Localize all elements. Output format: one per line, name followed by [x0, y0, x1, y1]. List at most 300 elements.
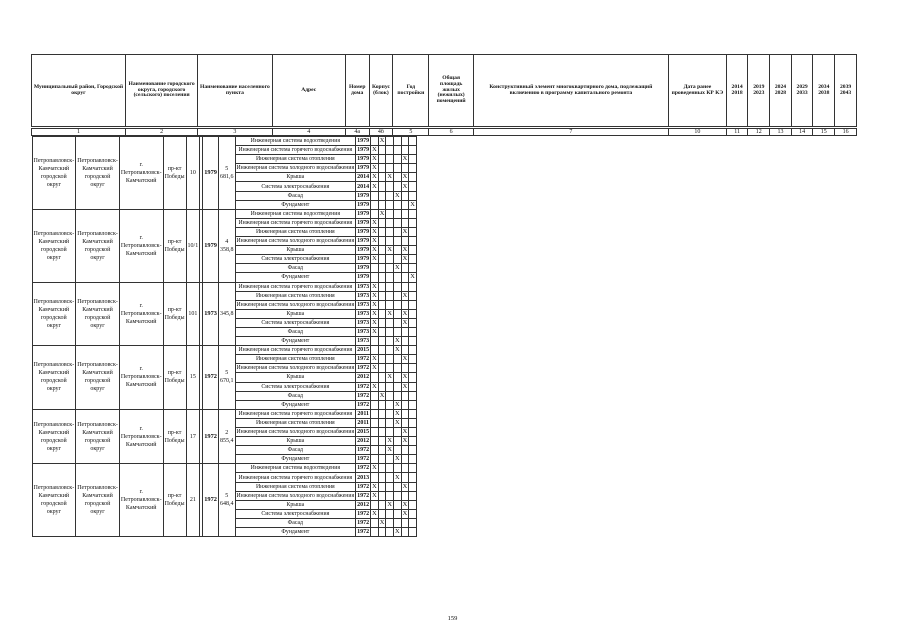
- period-mark-cell: X: [372, 227, 377, 235]
- period-mark-cell: [401, 264, 409, 273]
- period-mark-cell: [409, 409, 417, 418]
- period-mark-cell: [386, 227, 394, 236]
- period-mark-cell: [378, 273, 386, 282]
- column-number: 14: [791, 129, 813, 136]
- district-cell: Петропавловск-Камчатский городской округ: [32, 409, 76, 464]
- header-cell: Муниципальный район, Городской округ: [32, 55, 126, 127]
- period-mark-cell: [378, 264, 386, 273]
- period-mark-cell: [401, 200, 409, 209]
- period-mark-cell: X: [387, 446, 393, 454]
- period-mark-cell: [386, 237, 394, 246]
- period-mark-cell: [409, 482, 417, 491]
- period-mark-cell: [371, 346, 379, 355]
- area-cell: 5 648,4: [219, 464, 236, 537]
- period-mark-cell: [409, 218, 417, 227]
- period-mark-cell: [409, 146, 417, 155]
- period-mark-cell: [378, 327, 386, 336]
- period-mark-cell: [394, 518, 402, 527]
- prior-repair-year-cell: 1972: [357, 519, 370, 526]
- okrug-cell: Петропавловск-Камчатский городской округ: [76, 137, 120, 210]
- period-mark-cell: [409, 437, 417, 446]
- element-cell: Крыша: [235, 173, 356, 182]
- period-mark-cell: [409, 227, 417, 236]
- period-mark-cell: [378, 355, 386, 364]
- period-mark-cell: [401, 391, 409, 400]
- header-cell: Год постройки: [393, 55, 429, 127]
- period-mark-cell: X: [402, 500, 408, 508]
- period-mark-cell: [386, 137, 394, 146]
- period-mark-cell: [378, 491, 386, 500]
- period-mark-cell: [409, 355, 417, 364]
- period-mark-cell: X: [387, 246, 393, 254]
- settlement-cell: г. Петропавловск-Камчатский: [119, 209, 163, 282]
- period-mark-cell: [371, 473, 379, 482]
- period-mark-cell: [386, 455, 394, 464]
- period-mark-cell: [371, 518, 379, 527]
- period-mark-cell: [409, 137, 417, 146]
- element-cell: Инженерная система холодного водоснабжения: [236, 429, 355, 436]
- period-mark-cell: X: [395, 473, 400, 481]
- prior-repair-year-cell: 1979: [357, 165, 370, 172]
- period-mark-cell: X: [402, 318, 408, 326]
- period-mark-cell: [409, 164, 417, 173]
- period-mark-cell: [401, 418, 409, 427]
- period-mark-cell: [378, 237, 386, 246]
- build-year-cell: 1972: [203, 464, 219, 537]
- table-row: [32, 346, 416, 355]
- prior-repair-year-cell: 1979: [357, 256, 370, 263]
- element-cell: Инженерная система отопления: [235, 482, 356, 491]
- period-mark-cell: X: [372, 146, 377, 154]
- street-cell: пр-кт Победы: [163, 409, 186, 464]
- table-row: [32, 137, 416, 146]
- area-cell: 345,8: [219, 282, 236, 346]
- period-mark-cell: [394, 227, 402, 236]
- prior-repair-year-cell: 2012: [357, 438, 370, 445]
- period-mark-cell: [409, 346, 417, 355]
- period-mark-cell: [401, 237, 409, 246]
- table-row: [32, 282, 416, 291]
- period-mark-cell: [378, 182, 386, 191]
- period-mark-cell: [394, 500, 402, 509]
- period-mark-cell: [394, 318, 402, 327]
- period-mark-cell: [386, 264, 394, 273]
- period-mark-cell: [378, 300, 386, 309]
- period-mark-cell: [378, 318, 386, 327]
- period-mark-cell: [409, 509, 417, 518]
- prior-repair-year-cell: 2011: [357, 410, 369, 417]
- prior-repair-year-cell: 2014: [357, 183, 370, 190]
- element-cell: Инженерная система холодного водоснабжения: [236, 365, 355, 372]
- period-mark-cell: [378, 446, 386, 455]
- period-mark-cell: [386, 291, 394, 300]
- period-mark-cell: [378, 437, 386, 446]
- period-mark-cell: X: [402, 309, 408, 317]
- period-mark-cell: [409, 191, 417, 200]
- period-mark-cell: [409, 327, 417, 336]
- prior-repair-year-cell: 1972: [357, 447, 370, 454]
- header-cell: Адрес: [272, 55, 345, 127]
- period-mark-cell: [394, 291, 402, 300]
- column-number: 12: [748, 129, 770, 136]
- period-mark-cell: X: [372, 164, 377, 172]
- period-mark-cell: X: [395, 337, 400, 345]
- prior-repair-year-cell: 2014: [357, 174, 370, 181]
- period-mark-cell: X: [402, 155, 408, 163]
- period-mark-cell: [378, 337, 386, 346]
- prior-repair-year-cell: 1979: [357, 138, 370, 145]
- element-cell: Крыша: [235, 309, 356, 318]
- period-mark-cell: [378, 282, 386, 291]
- page-number: 159: [447, 615, 458, 622]
- period-mark-cell: [401, 209, 409, 218]
- prior-repair-year-cell: 1979: [357, 210, 370, 217]
- element-cell: Инженерная система горячего водоснабжения: [235, 146, 356, 155]
- period-mark-cell: [401, 191, 409, 200]
- capital-repair-table: [31, 54, 857, 537]
- area-cell: 4 358,8: [219, 209, 236, 282]
- period-mark-cell: [394, 173, 402, 182]
- element-cell: Фасад: [235, 518, 356, 527]
- column-number: 4а: [345, 129, 369, 136]
- column-number: 10: [668, 129, 726, 136]
- prior-repair-year-cell: 1979: [357, 219, 370, 226]
- column-number: 3: [198, 129, 272, 136]
- period-mark-cell: [378, 218, 386, 227]
- build-year-cell: 1973: [203, 282, 219, 346]
- period-mark-cell: X: [402, 227, 408, 235]
- prior-repair-year-cell: 1972: [357, 356, 370, 363]
- element-cell: Фасад: [235, 391, 356, 400]
- period-mark-cell: [386, 509, 394, 518]
- okrug-cell: Петропавловск-Камчатский городской округ: [76, 282, 120, 346]
- period-mark-cell: X: [402, 255, 408, 263]
- period-mark-cell: [394, 391, 402, 400]
- column-number: 1: [32, 129, 126, 136]
- okrug-cell: Петропавловск-Камчатский городской округ: [76, 409, 120, 464]
- prior-repair-year-cell: 2013: [357, 474, 370, 481]
- period-mark-cell: X: [387, 173, 393, 181]
- period-mark-cell: [378, 428, 386, 437]
- element-cell: Крыша: [235, 373, 356, 382]
- build-year-cell: 1972: [203, 409, 219, 464]
- house-number-cell: 21: [186, 464, 200, 537]
- element-cell: Система электроснабжения: [235, 255, 356, 264]
- building-block: [32, 137, 416, 210]
- period-mark-cell: [401, 282, 409, 291]
- period-mark-cell: X: [387, 373, 393, 381]
- period-mark-cell: [394, 255, 402, 264]
- area-cell: 5 670,1: [219, 346, 236, 410]
- period-mark-cell: [401, 137, 409, 146]
- period-mark-cell: X: [402, 482, 408, 490]
- period-mark-cell: [386, 464, 394, 473]
- settlement-cell: г. Петропавловск-Камчатский: [119, 137, 163, 210]
- element-cell: Инженерная система холодного водоснабжения: [236, 165, 355, 172]
- house-number-cell: 17: [186, 409, 200, 464]
- period-mark-cell: [386, 218, 394, 227]
- period-mark-cell: [409, 282, 417, 291]
- header-cell: 2029 2033: [791, 55, 813, 127]
- element-cell: Система электроснабжения: [235, 382, 356, 391]
- district-cell: Петропавловск-Камчатский городской округ: [32, 209, 76, 282]
- prior-repair-year-cell: 1972: [357, 483, 370, 490]
- settlement-cell: г. Петропавловск-Камчатский: [119, 282, 163, 346]
- column-number: 5: [393, 129, 429, 136]
- house-number-cell: 10: [186, 137, 200, 210]
- prior-repair-year-cell: 1979: [357, 192, 370, 199]
- period-mark-cell: X: [387, 500, 393, 508]
- prior-repair-year-cell: 1972: [357, 383, 370, 390]
- period-mark-cell: [378, 309, 386, 318]
- period-mark-cell: [394, 300, 402, 309]
- period-mark-cell: X: [372, 182, 377, 190]
- period-mark-cell: [409, 173, 417, 182]
- column-number: 11: [726, 129, 748, 136]
- element-cell: Фасад: [235, 191, 356, 200]
- settlement-cell: г. Петропавловск-Камчатский: [119, 346, 163, 410]
- period-mark-cell: X: [402, 428, 408, 436]
- period-mark-cell: [386, 364, 394, 373]
- period-mark-cell: [386, 391, 394, 400]
- period-mark-cell: [378, 482, 386, 491]
- period-mark-cell: [394, 373, 402, 382]
- period-mark-cell: [394, 364, 402, 373]
- prior-repair-year-cell: 1973: [357, 329, 370, 336]
- period-mark-cell: X: [372, 291, 377, 299]
- prior-repair-year-cell: 1972: [357, 456, 370, 463]
- element-cell: Инженерная система холодного водоснабжения: [236, 301, 355, 308]
- period-mark-cell: [409, 473, 417, 482]
- period-mark-cell: X: [402, 355, 408, 363]
- street-cell: пр-кт Победы: [163, 137, 186, 210]
- period-mark-cell: [386, 428, 394, 437]
- period-mark-cell: [409, 246, 417, 255]
- period-mark-cell: [386, 318, 394, 327]
- prior-repair-year-cell: 1973: [357, 283, 370, 290]
- period-mark-cell: [409, 518, 417, 527]
- period-mark-cell: X: [379, 137, 385, 145]
- element-cell: Инженерная система отопления: [235, 155, 356, 164]
- prior-repair-year-cell: 1973: [357, 310, 370, 317]
- element-cell: Инженерная система водоотведения: [235, 464, 356, 473]
- program-table-sheet: [31, 54, 857, 537]
- element-cell: Крыша: [235, 437, 356, 446]
- period-mark-cell: [394, 309, 402, 318]
- period-mark-cell: [371, 137, 379, 146]
- period-mark-cell: X: [372, 382, 377, 390]
- period-mark-cell: [386, 491, 394, 500]
- period-mark-cell: [386, 418, 394, 427]
- table-header: [32, 55, 857, 127]
- period-mark-cell: [409, 264, 417, 273]
- prior-repair-year-cell: 1979: [357, 265, 370, 272]
- header-cell: Общая площадь жилых (нежилых) помещений: [429, 55, 473, 127]
- period-mark-cell: [371, 500, 379, 509]
- period-mark-cell: [394, 209, 402, 218]
- element-cell: Инженерная система холодного водоснабжения: [236, 492, 355, 499]
- period-mark-cell: [378, 418, 386, 427]
- period-mark-cell: X: [372, 482, 377, 490]
- header-cell: Дата ранее проведенных КР КЭ: [668, 55, 726, 127]
- period-mark-cell: X: [372, 282, 377, 290]
- period-mark-cell: [409, 528, 417, 537]
- prior-repair-year-cell: 1973: [357, 338, 370, 345]
- prior-repair-year-cell: 1972: [357, 401, 370, 408]
- column-number: 15: [813, 129, 835, 136]
- period-mark-cell: [401, 346, 409, 355]
- period-mark-cell: [394, 273, 402, 282]
- period-mark-cell: [409, 318, 417, 327]
- period-mark-cell: [386, 182, 394, 191]
- period-mark-cell: [409, 237, 417, 246]
- period-mark-cell: X: [395, 400, 400, 408]
- header-cell: Наименование городского округа, городского (сельского) поселения: [125, 55, 197, 127]
- period-mark-cell: [409, 455, 417, 464]
- period-mark-cell: [386, 155, 394, 164]
- period-mark-cell: [371, 373, 379, 382]
- period-mark-cell: [409, 255, 417, 264]
- period-mark-cell: [394, 437, 402, 446]
- period-mark-cell: X: [402, 437, 408, 445]
- prior-repair-year-cell: 2015: [357, 347, 370, 354]
- period-mark-cell: [394, 146, 402, 155]
- element-cell: Инженерная система горячего водоснабжения: [235, 282, 356, 291]
- header-cell: Наименование населенного пункта: [198, 55, 272, 127]
- period-mark-cell: [386, 355, 394, 364]
- period-mark-cell: [409, 337, 417, 346]
- prior-repair-year-cell: 2015: [357, 429, 370, 436]
- period-mark-cell: [378, 191, 386, 200]
- element-cell: Инженерная система отопления: [235, 291, 356, 300]
- period-mark-cell: X: [372, 237, 377, 245]
- period-mark-cell: [386, 146, 394, 155]
- prior-repair-year-cell: 1972: [357, 365, 370, 372]
- period-mark-cell: [386, 528, 394, 537]
- period-mark-cell: [378, 373, 386, 382]
- period-mark-cell: [378, 509, 386, 518]
- period-mark-cell: [386, 482, 394, 491]
- period-mark-cell: [371, 273, 379, 282]
- column-number: 6: [429, 129, 473, 136]
- element-cell: Фасад: [235, 264, 356, 273]
- period-mark-cell: [409, 500, 417, 509]
- period-mark-cell: [401, 464, 409, 473]
- period-mark-cell: X: [402, 373, 408, 381]
- period-mark-cell: X: [372, 300, 377, 308]
- period-mark-cell: [371, 264, 379, 273]
- element-cell: Фундамент: [235, 400, 356, 409]
- period-mark-cell: [371, 455, 379, 464]
- period-mark-cell: [386, 346, 394, 355]
- column-number: 2: [125, 129, 197, 136]
- period-mark-cell: [409, 446, 417, 455]
- period-mark-cell: X: [372, 318, 377, 326]
- okrug-cell: Петропавловск-Камчатский городской округ: [76, 209, 120, 282]
- period-mark-cell: [409, 391, 417, 400]
- period-mark-cell: [378, 528, 386, 537]
- period-mark-cell: [394, 218, 402, 227]
- period-mark-cell: X: [402, 382, 408, 390]
- period-mark-cell: [394, 182, 402, 191]
- period-mark-cell: [394, 509, 402, 518]
- prior-repair-year-cell: 1972: [357, 465, 370, 472]
- street-cell: пр-кт Победы: [163, 209, 186, 282]
- building-block: [32, 282, 416, 346]
- period-mark-cell: [371, 391, 379, 400]
- prior-repair-year-cell: 1979: [357, 156, 370, 163]
- period-mark-cell: [394, 246, 402, 255]
- period-mark-cell: [386, 400, 394, 409]
- period-mark-cell: [378, 464, 386, 473]
- period-mark-cell: [371, 337, 379, 346]
- period-mark-cell: [409, 373, 417, 382]
- building-block: [32, 409, 416, 464]
- period-mark-cell: X: [395, 409, 400, 417]
- period-mark-cell: [371, 200, 379, 209]
- element-cell: Инженерная система отопления: [235, 227, 356, 236]
- period-mark-cell: [409, 382, 417, 391]
- prior-repair-year-cell: 1973: [357, 292, 370, 299]
- street-cell: пр-кт Победы: [163, 282, 186, 346]
- element-cell: Фундамент: [235, 200, 356, 209]
- element-cell: Система электроснабжения: [235, 318, 356, 327]
- period-mark-cell: [371, 446, 379, 455]
- element-cell: Фундамент: [235, 455, 356, 464]
- build-year-cell: 1979: [203, 137, 219, 210]
- element-cell: Система электроснабжения: [235, 182, 356, 191]
- element-cell: Система электроснабжения: [235, 509, 356, 518]
- period-mark-cell: [394, 428, 402, 437]
- period-mark-cell: [409, 464, 417, 473]
- period-mark-cell: [401, 528, 409, 537]
- element-cell: Инженерная система отопления: [235, 418, 356, 427]
- header-cell: Номер дома: [345, 55, 369, 127]
- period-mark-cell: [386, 300, 394, 309]
- house-number-cell: 15: [186, 346, 200, 410]
- period-mark-cell: X: [372, 255, 377, 263]
- period-mark-cell: [409, 491, 417, 500]
- street-cell: пр-кт Победы: [163, 346, 186, 410]
- element-cell: Фасад: [235, 446, 356, 455]
- period-mark-cell: [401, 164, 409, 173]
- period-mark-cell: [401, 218, 409, 227]
- period-mark-cell: X: [372, 364, 377, 372]
- period-mark-cell: [378, 291, 386, 300]
- prior-repair-year-cell: 1979: [357, 201, 370, 208]
- period-mark-cell: X: [395, 346, 400, 354]
- period-mark-cell: [394, 164, 402, 173]
- okrug-cell: Петропавловск-Камчатский городской округ: [76, 464, 120, 537]
- table-row: [32, 209, 416, 218]
- period-mark-cell: [386, 518, 394, 527]
- district-cell: Петропавловск-Камчатский городской округ: [32, 464, 76, 537]
- period-mark-cell: X: [402, 509, 408, 517]
- period-mark-cell: [409, 182, 417, 191]
- period-mark-cell: [409, 428, 417, 437]
- prior-repair-year-cell: 2012: [357, 501, 370, 508]
- period-mark-cell: [386, 200, 394, 209]
- period-mark-cell: [378, 500, 386, 509]
- period-mark-cell: [378, 173, 386, 182]
- settlement-cell: г. Петропавловск-Камчатский: [119, 409, 163, 464]
- period-mark-cell: [401, 327, 409, 336]
- period-mark-cell: X: [372, 464, 377, 472]
- period-mark-cell: [394, 446, 402, 455]
- header-cell: Корпус (блок): [369, 55, 393, 127]
- period-mark-cell: X: [395, 191, 400, 199]
- period-mark-cell: [386, 282, 394, 291]
